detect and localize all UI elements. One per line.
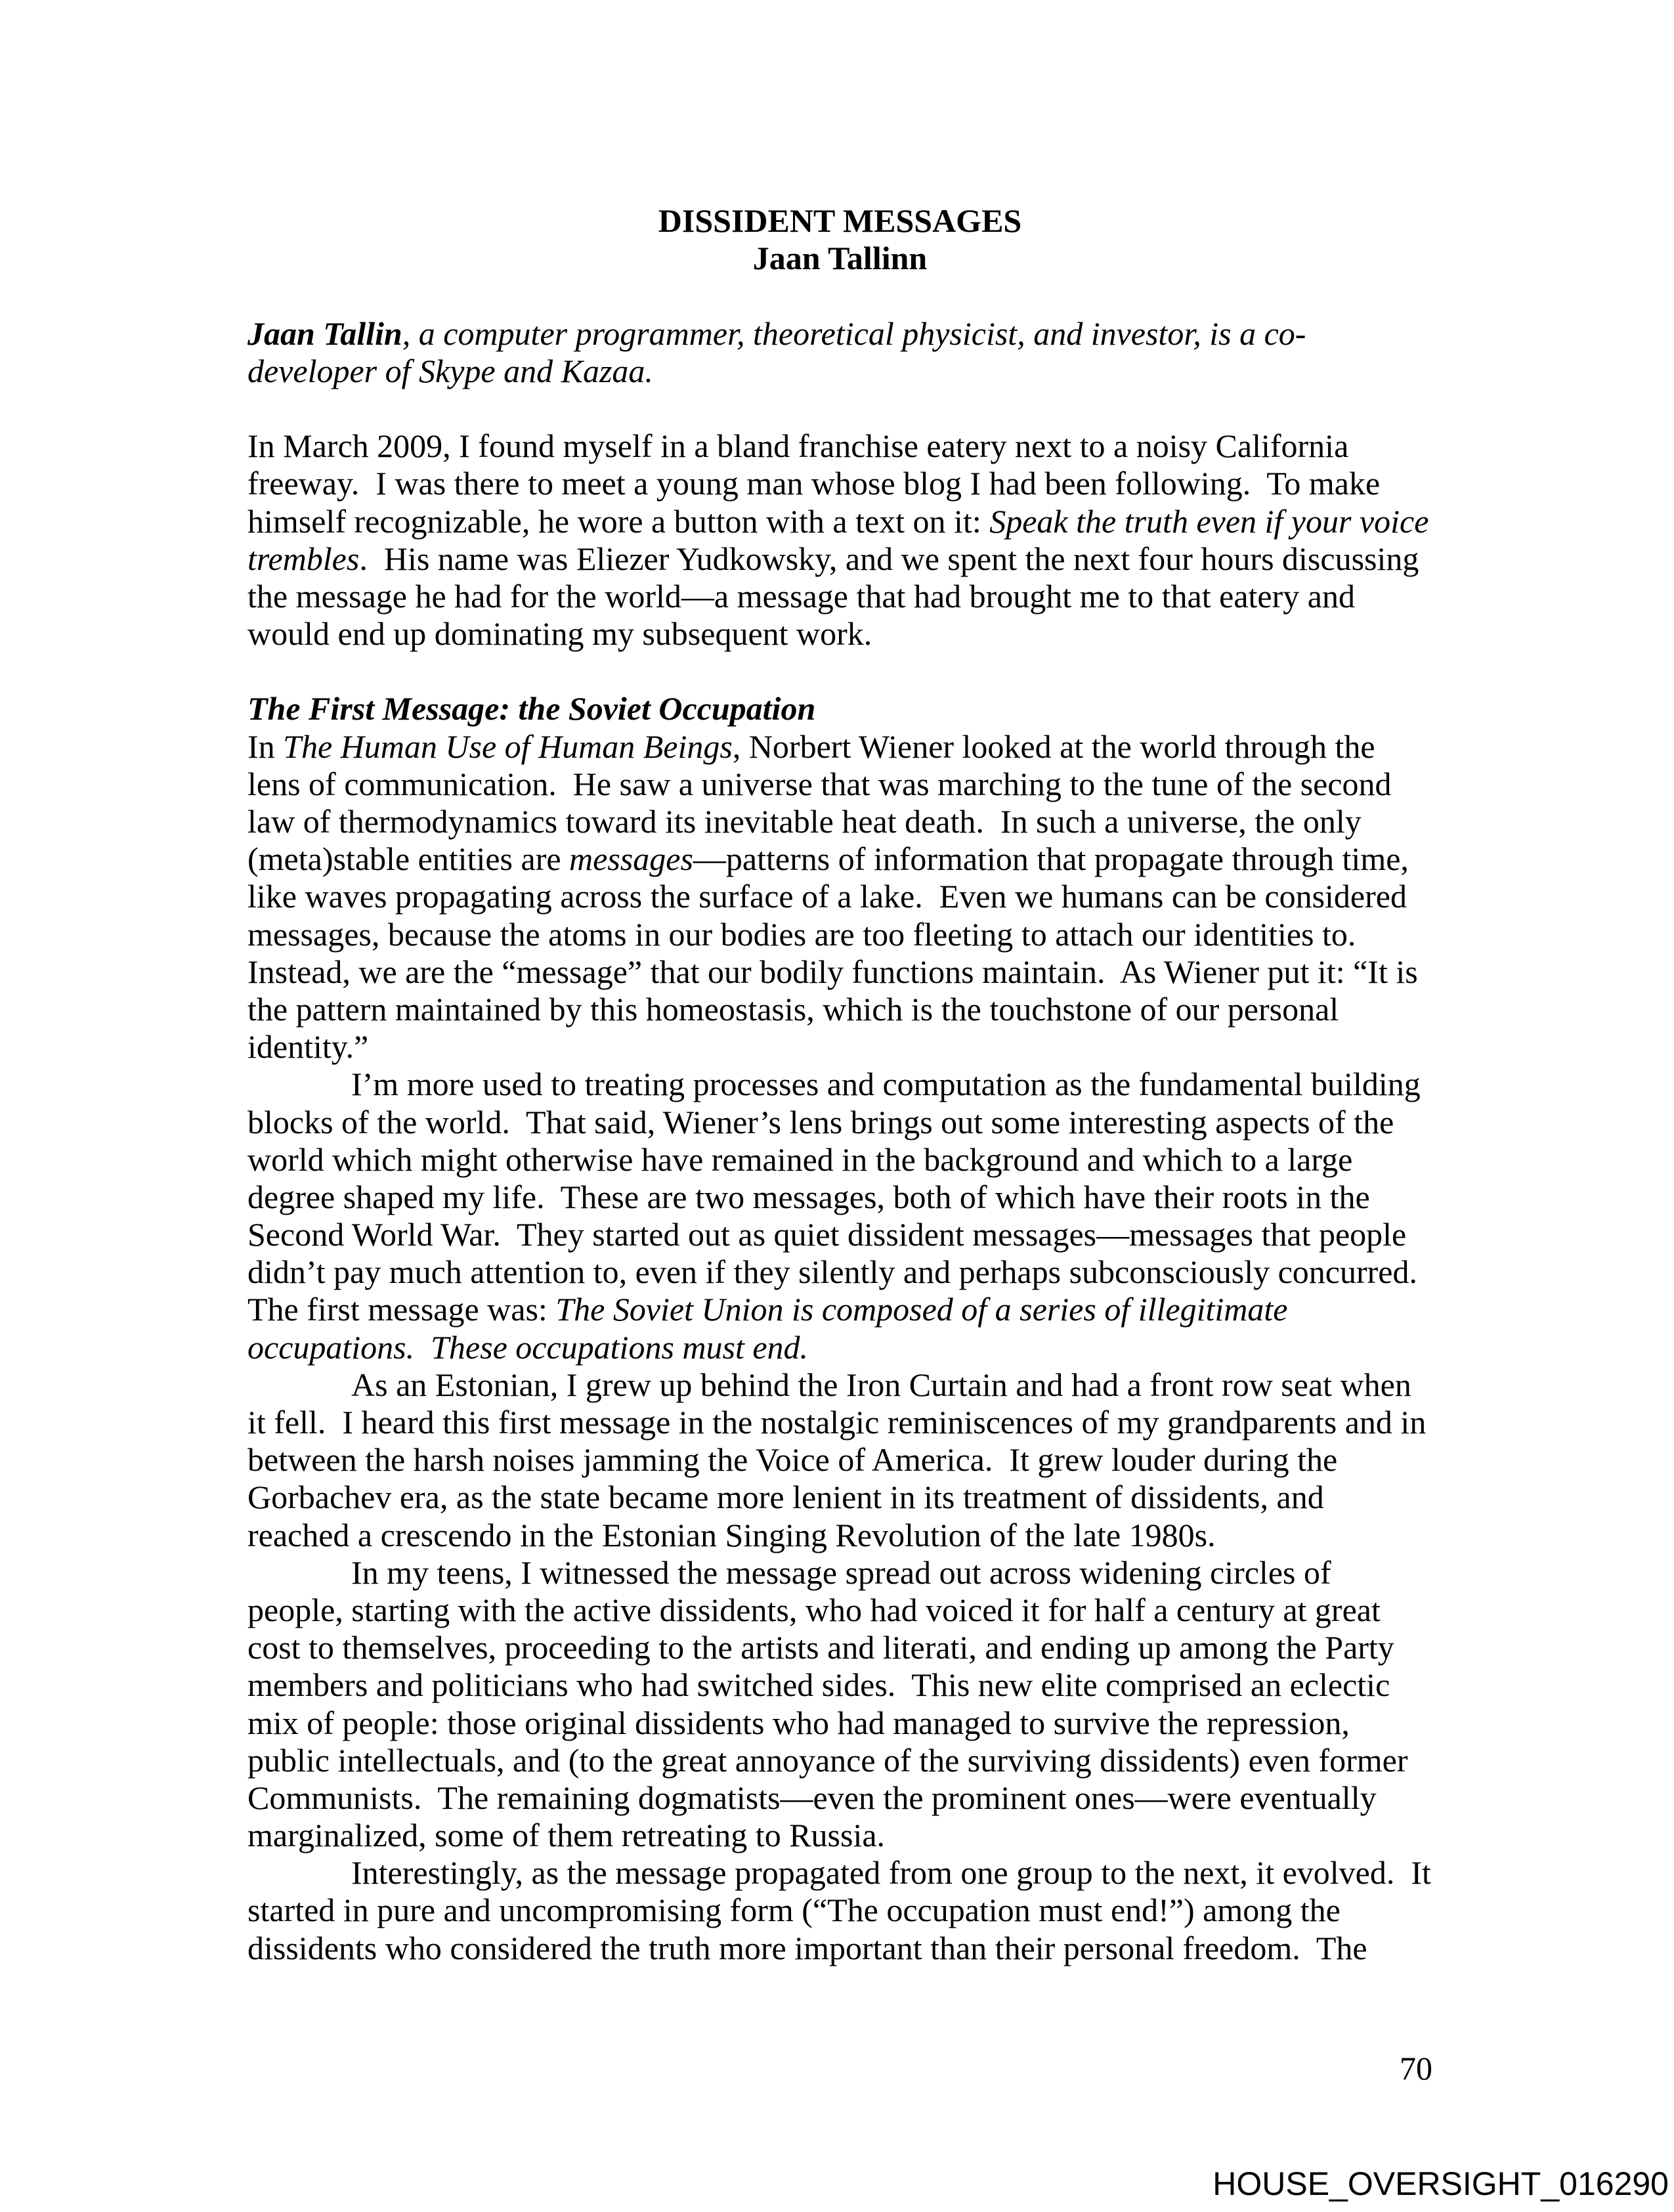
text-line xyxy=(247,1104,1432,1141)
text-line xyxy=(247,1141,1432,1179)
text-run: . His name was Eliezer Yudkowsky, and we spent the next four hours discussing xyxy=(359,540,1419,577)
text-run: between the harsh noises jamming the Voice of America. It grew louder during the xyxy=(247,1441,1338,1479)
text-run: lens of communication. He saw a universe that was marching to the tune of the second xyxy=(247,765,1392,802)
text-line xyxy=(247,991,1432,1028)
blank-line xyxy=(247,390,1432,427)
text-run: Gorbachev era, as the state became more lenient in its treatment of dissidents, and xyxy=(247,1479,1324,1516)
text-run: As an Estonian, I grew up behind the Iron Curtain and had a front row seat when xyxy=(351,1366,1411,1403)
text-run: blocks of the world. That said, Wiener’s lens brings out some interesting aspects of the xyxy=(247,1103,1394,1140)
text-line xyxy=(247,615,1432,653)
text-run: Jaan Tallin xyxy=(247,314,402,352)
text-line xyxy=(247,1892,1432,1929)
text-run: identity.” xyxy=(247,1028,369,1066)
text-line xyxy=(247,690,1432,727)
text-run: didn’t pay much attention to, even if they silently and perhaps subconsciously concurred. xyxy=(247,1253,1417,1291)
text-line xyxy=(247,1704,1432,1742)
text-run: trembles xyxy=(247,540,360,577)
text-line xyxy=(247,578,1432,615)
text-run: freeway. I was there to meet a young man whose blog I had been following. To make xyxy=(247,465,1381,502)
bates-stamp: HOUSE_OVERSIGHT_016290 xyxy=(1213,2165,1669,2202)
text-line xyxy=(247,1216,1432,1253)
text-run: developer of Skype and Kazaa. xyxy=(247,352,653,389)
text-line xyxy=(247,803,1432,840)
text-line xyxy=(247,1742,1432,1779)
text-run: world which might otherwise have remained in the background and which to a large xyxy=(247,1140,1353,1178)
text-line xyxy=(247,1329,1432,1366)
text-run: the pattern maintained by this homeostasis, which is the touchstone of our personal xyxy=(247,990,1339,1028)
text-run: Jaan Tallinn xyxy=(752,240,928,277)
text-run: —patterns of information that propagate through time, xyxy=(693,840,1409,878)
text-line xyxy=(247,728,1432,766)
text-line xyxy=(247,878,1432,915)
text-line xyxy=(247,1366,1432,1404)
text-line xyxy=(247,1066,1432,1103)
text-run: occupations. These occupations must end. xyxy=(247,1328,809,1366)
text-run: Second World War. They started out as quiet dissident messages—messages that people xyxy=(247,1216,1407,1253)
text-line xyxy=(247,1930,1432,1967)
text-run: The first message was: xyxy=(247,1291,556,1328)
text-line xyxy=(247,465,1432,502)
text-run: public intellectuals, and (to the great annoyance of the surviving dissidents) even former xyxy=(247,1741,1408,1779)
text-line xyxy=(247,1028,1432,1066)
text-run: , Norbert Wiener looked at the world through the xyxy=(732,727,1375,765)
text-run: The First Message: the Soviet Occupation xyxy=(247,690,816,727)
text-line xyxy=(247,202,1432,240)
text-run: The Soviet Union is composed of a series of illegitimate xyxy=(555,1291,1288,1328)
text-line xyxy=(247,1666,1432,1704)
text-line xyxy=(247,1404,1432,1441)
page-number: 70 xyxy=(1400,2050,1432,2087)
text-run: (meta)stable entities are xyxy=(247,840,570,878)
text-run: DISSIDENT MESSAGES xyxy=(658,202,1022,239)
text-line xyxy=(247,916,1432,953)
text-run: , a computer programmer, theoretical physicist, and investor, is a co- xyxy=(402,314,1306,352)
blank-line xyxy=(247,277,1432,314)
text-run: Interestingly, as the message propagated from one group to the next, it evolved. It xyxy=(351,1854,1431,1892)
text-run: In xyxy=(247,727,284,765)
text-run: Communists. The remaining dogmatists—even the prominent ones—were eventually xyxy=(247,1779,1377,1816)
text-line xyxy=(247,1479,1432,1516)
text-line xyxy=(247,315,1432,353)
text-line xyxy=(247,1554,1432,1592)
text-run: like waves propagating across the surface of a lake. Even we humans can be considered xyxy=(247,878,1407,915)
text-line xyxy=(247,766,1432,803)
text-run: mix of people: those original dissidents who had managed to survive the repression, xyxy=(247,1704,1350,1741)
text-run: I’m more used to treating processes and computation as the fundamental building xyxy=(351,1066,1421,1103)
text-line xyxy=(247,953,1432,991)
text-line xyxy=(247,503,1432,540)
text-line xyxy=(247,1253,1432,1291)
text-run: people, starting with the active dissidents, who had voiced it for half a century at great xyxy=(247,1591,1381,1628)
text-run: it fell. I heard this first message in the nostalgic reminiscences of my grandparents and in xyxy=(247,1404,1427,1441)
text-run: messages xyxy=(569,840,693,878)
text-line xyxy=(247,540,1432,578)
text-line xyxy=(247,1179,1432,1216)
text-run: The Human Use of Human Beings xyxy=(283,727,733,765)
text-run: degree shaped my life. These are two messages, both of which have their roots in the xyxy=(247,1178,1370,1215)
text-line xyxy=(247,1517,1432,1554)
text-line xyxy=(247,427,1432,465)
text-line xyxy=(247,1441,1432,1479)
text-run: messages, because the atoms in our bodies are too fleeting to attach our identities to. xyxy=(247,915,1356,953)
text-line xyxy=(247,1779,1432,1817)
text-run: started in pure and uncompromising form (“The occupation must end!”) among the xyxy=(247,1892,1341,1929)
text-run: In my teens, I witnessed the message spread out across widening circles of xyxy=(351,1553,1331,1591)
text-run: members and politicians who had switched sides. This new elite comprised an eclectic xyxy=(247,1666,1390,1704)
text-run: In March 2009, I found myself in a bland franchise eatery next to a noisy California xyxy=(247,427,1349,465)
text-line xyxy=(247,1629,1432,1666)
text-line xyxy=(247,1854,1432,1892)
text-run: Speak the truth even if your voice xyxy=(989,502,1429,540)
text-run: the message he had for the world—a message that had brought me to that eatery and xyxy=(247,577,1355,615)
text-line xyxy=(247,353,1432,390)
text-run: cost to themselves, proceeding to the artists and literati, and ending up among the Party xyxy=(247,1629,1394,1666)
text-run: dissidents who considered the truth more important than their personal freedom. The xyxy=(247,1929,1367,1966)
text-run: marginalized, some of them retreating to Russia. xyxy=(247,1817,886,1854)
text-column xyxy=(247,202,1432,1967)
text-run: reached a crescendo in the Estonian Singing Revolution of the late 1980s. xyxy=(247,1516,1216,1553)
text-line xyxy=(247,240,1432,277)
text-run: law of thermodynamics toward its inevitable heat death. In such a universe, the only xyxy=(247,803,1362,840)
text-line xyxy=(247,1592,1432,1629)
blank-line xyxy=(247,653,1432,690)
text-run: himself recognizable, he wore a button with a text on it: xyxy=(247,502,990,540)
text-run: would end up dominating my subsequent work. xyxy=(247,615,872,653)
text-run: Instead, we are the “message” that our bodily functions maintain. As Wiener put it: “It is xyxy=(247,953,1418,990)
text-line xyxy=(247,1291,1432,1328)
text-line xyxy=(247,1817,1432,1854)
text-line xyxy=(247,840,1432,878)
